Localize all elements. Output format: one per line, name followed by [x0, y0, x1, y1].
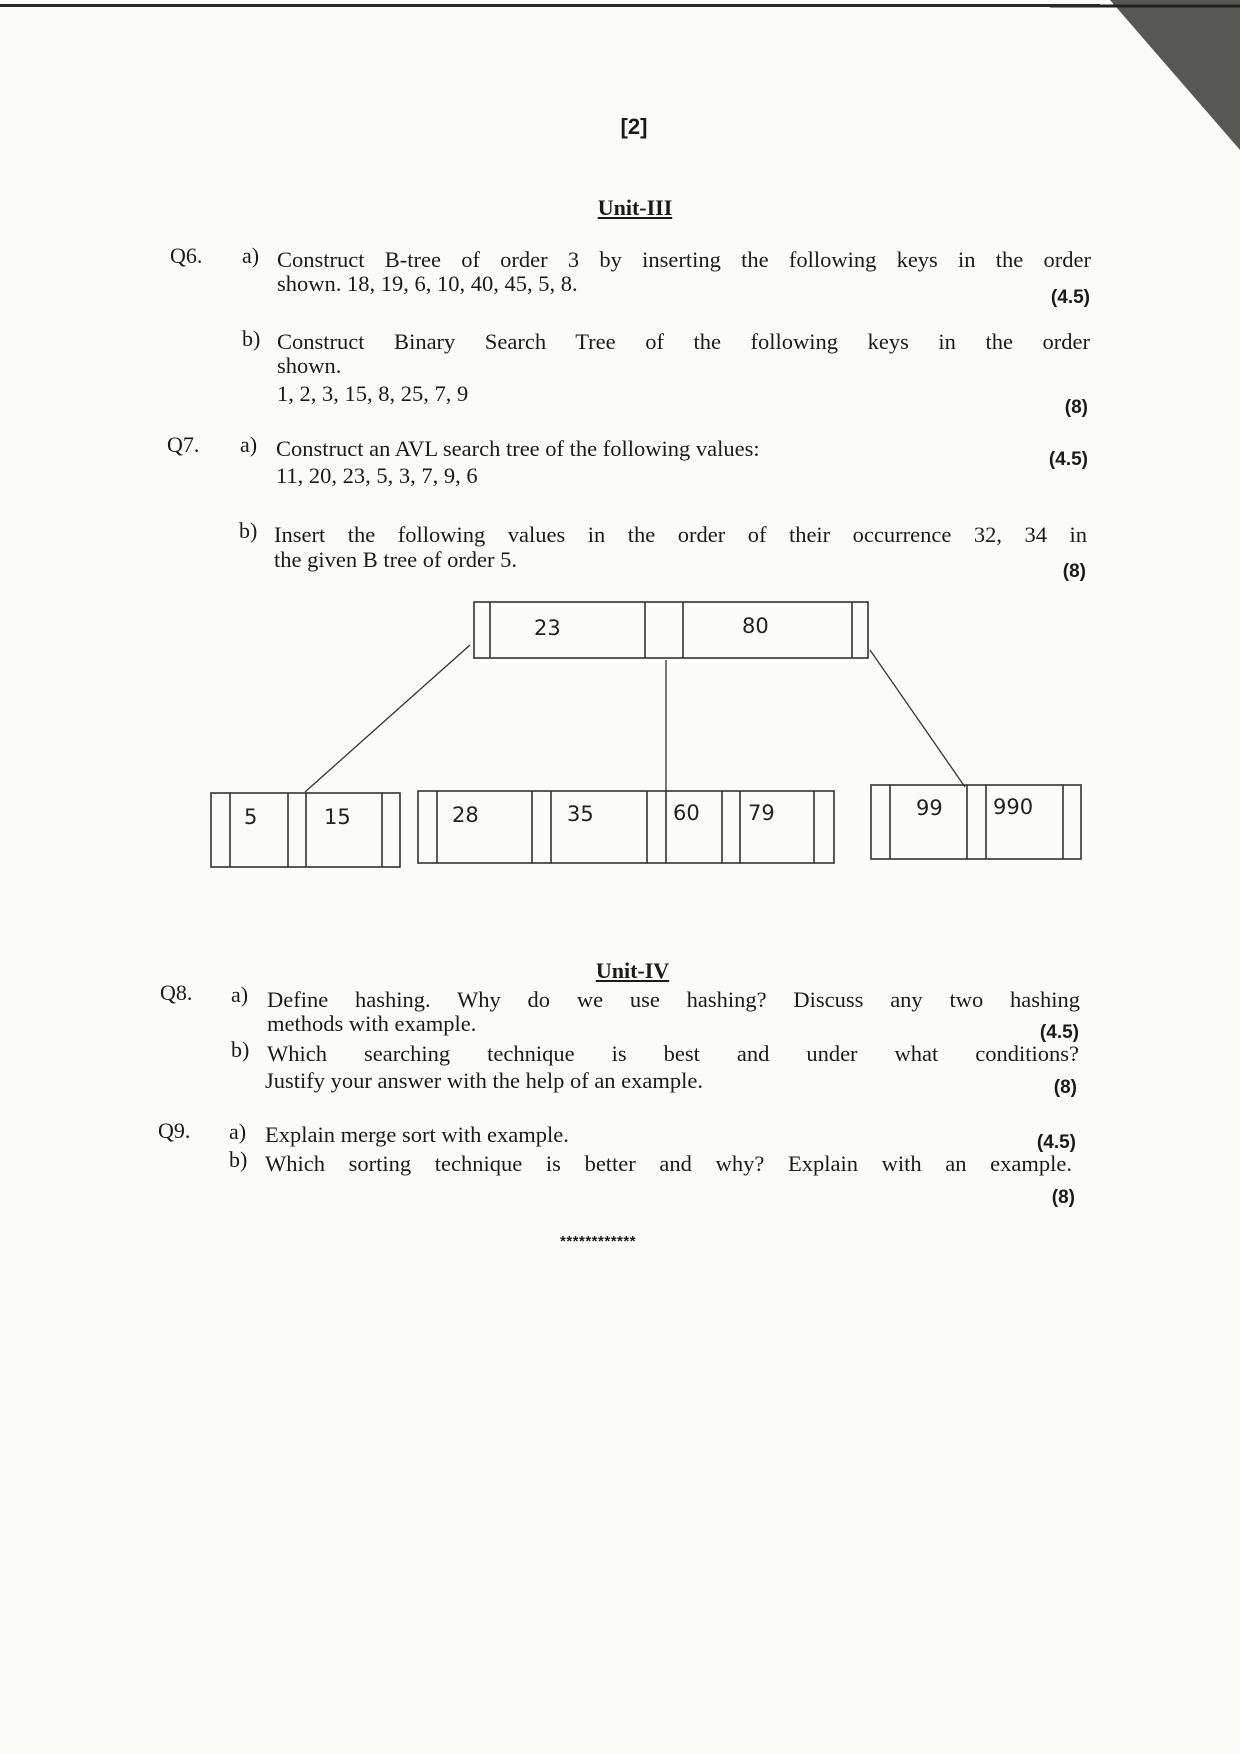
q8a-line1: Define hashing. Why do we use hashing? Discuss any two hashing [267, 987, 1080, 1012]
q6b-line1: Construct Binary Search Tree of the following keys in the order [277, 329, 1090, 354]
q6a-line2: shown. 18, 19, 6, 10, 40, 45, 5, 8. [277, 271, 578, 296]
leaf1-key-2: 15 [324, 805, 351, 829]
q9a-line1: Explain merge sort with example. [265, 1122, 569, 1147]
q9a-label: a) [229, 1119, 247, 1144]
edge-root-leaf1 [305, 645, 470, 792]
btree-leaf-node-1 [211, 793, 400, 867]
q8a-label: a) [231, 982, 249, 1007]
q6b-line3: 1, 2, 3, 15, 8, 25, 7, 9 [277, 381, 469, 406]
leaf1-key-1: 5 [244, 805, 258, 829]
leaf2-key-2: 35 [567, 802, 594, 826]
q7a-label: a) [240, 432, 258, 457]
q7b-label: b) [239, 518, 258, 543]
q7b-line2: the given B tree of order 5. [274, 547, 518, 572]
unit-4-heading: Unit-IV [595, 958, 670, 983]
q8b-line1: Which searching technique is best and under what conditions? [267, 1041, 1079, 1066]
q9b-marks: (8) [1051, 1187, 1075, 1208]
unit-3-heading: Unit-III [597, 195, 673, 220]
q8b-label: b) [231, 1037, 250, 1062]
q6a-line1: Construct B-tree of order 3 by inserting the following keys in the order [277, 247, 1091, 272]
q7a-marks: (4.5) [1048, 449, 1088, 470]
q9b-line1: Which sorting technique is better and why? Explain with an example. [265, 1151, 1072, 1176]
leaf2-key-3: 60 [673, 801, 700, 825]
q8b-marks: (8) [1053, 1077, 1077, 1098]
q7a-line2: 11, 20, 23, 5, 3, 7, 9, 6 [276, 463, 478, 488]
leaf3-key-2: 990 [993, 795, 1034, 819]
leaf2-key-1: 28 [452, 803, 479, 827]
q8-number: Q8. [160, 980, 193, 1005]
q7b-marks: (8) [1062, 561, 1086, 582]
leaf3-key-1: 99 [916, 796, 943, 820]
btree-edges [305, 645, 965, 792]
root-key-1: 23 [534, 616, 561, 640]
q6-number: Q6. [170, 243, 203, 268]
q7-number: Q7. [167, 432, 200, 457]
q8a-marks: (4.5) [1039, 1022, 1079, 1043]
q6a-label: a) [242, 243, 260, 268]
q9-number: Q9. [158, 1118, 191, 1143]
q9b-label: b) [229, 1147, 248, 1172]
q9a-marks: (4.5) [1036, 1132, 1076, 1153]
q6b-label: b) [242, 326, 261, 351]
q6a-marks: (4.5) [1050, 287, 1090, 308]
q6b-line2: shown. [277, 353, 342, 378]
page-number: [2] [620, 114, 648, 139]
edge-root-leaf3 [870, 650, 965, 787]
end-of-paper-marker: ************ [560, 1233, 637, 1250]
q8a-line2: methods with example. [267, 1011, 477, 1036]
q8b-line2: Justify your answer with the help of an example. [265, 1068, 704, 1093]
q6b-marks: (8) [1064, 397, 1088, 418]
leaf2-key-4: 79 [748, 801, 775, 825]
q7b-line1: Insert the following values in the order of their occurrence 32, 34 in [274, 522, 1087, 547]
root-key-2: 80 [742, 614, 769, 638]
btree-leaf-node-3 [871, 785, 1081, 859]
q7a-line1: Construct an AVL search tree of the following values: [276, 436, 760, 461]
